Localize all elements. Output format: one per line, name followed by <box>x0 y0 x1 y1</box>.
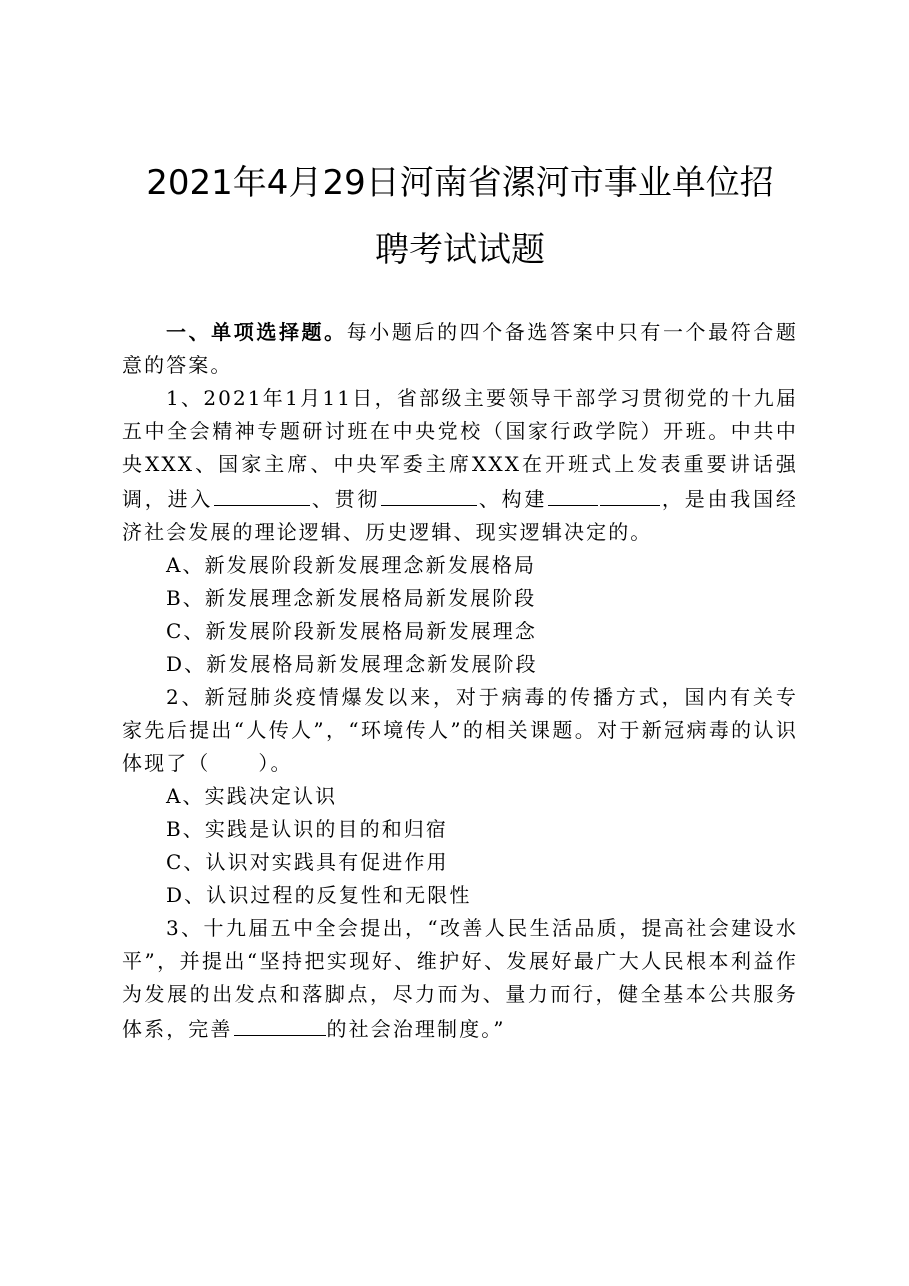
question-1-option-d: D、新发展格局新发展理念新发展阶段 <box>166 652 538 676</box>
question-3-text-a: 3、十九届五中全会提出，“改善人民生活品质，提高社会建设水平”，并提出“坚持把实现好、维护好、发展好最广大人民根本利益作为发展的出发点和落脚点，尽力而为、量力而行，健全基本公共服务体系，完善 <box>122 916 798 1041</box>
question-3-stem <box>122 912 798 1046</box>
question-2-option-c: C、认识对实践具有促进作用 <box>166 850 449 874</box>
answer-blank <box>214 481 310 506</box>
question-2-option-b: B、实践是认识的目的和归宿 <box>166 817 448 841</box>
section-heading: 一、单项选择题。 <box>166 320 347 344</box>
document-title-line-2: 聘考试试题 <box>375 230 545 270</box>
question-1-option-a: A、新发展阶段新发展理念新发展格局 <box>166 553 537 577</box>
question-1-text-b: 、贯彻 <box>311 487 381 511</box>
question-2-text-a: 2、新冠肺炎疫情爆发以来，对于病毒的传播方式，国内有关专家先后提出“人传人”，“环境传人”的相关课题。对于新冠病毒的认识体现了（ <box>122 685 798 775</box>
question-2-stem <box>122 681 798 780</box>
answer-blank <box>381 481 477 506</box>
question-2-text-b: ）。 <box>258 751 293 775</box>
answer-blank <box>234 1011 326 1036</box>
section-intro <box>122 316 798 382</box>
answer-blank <box>548 481 598 506</box>
document-title-line-1: 2021年4月29日河南省漯河市事业单位招 <box>146 163 774 203</box>
question-1-stem <box>122 382 798 549</box>
question-2-option-a: A、实践决定认识 <box>166 784 338 808</box>
answer-blank <box>600 481 660 506</box>
question-1-option-b: B、新发展理念新发展格局新发展阶段 <box>166 586 537 610</box>
section-instruction: 每小题后的四个备选答案中只有一个最符合题意的答案。 <box>122 320 798 377</box>
question-1-text-d: ，是由我国经济社会发展的理论逻辑、历史逻辑、现实逻辑决定的。 <box>122 487 798 544</box>
question-2-option-d: D、认识过程的反复性和无限性 <box>166 883 472 907</box>
document-body <box>122 316 798 1046</box>
question-1-option-c: C、新发展阶段新发展格局新发展理念 <box>166 619 538 643</box>
question-3-text-b: 的社会治理制度。” <box>326 1017 506 1041</box>
question-1-text-c: 、构建 <box>478 487 548 511</box>
question-1-text-a: 1、2021年1月11日，省部级主要领导干部学习贯彻党的十九届五中全会精神专题研讨班在中央党校（国家行政学院）开班。中共中央XXX、国家主席、中央军委主席XXX在开班式上发表重要讲话强调，进入 <box>122 386 798 511</box>
